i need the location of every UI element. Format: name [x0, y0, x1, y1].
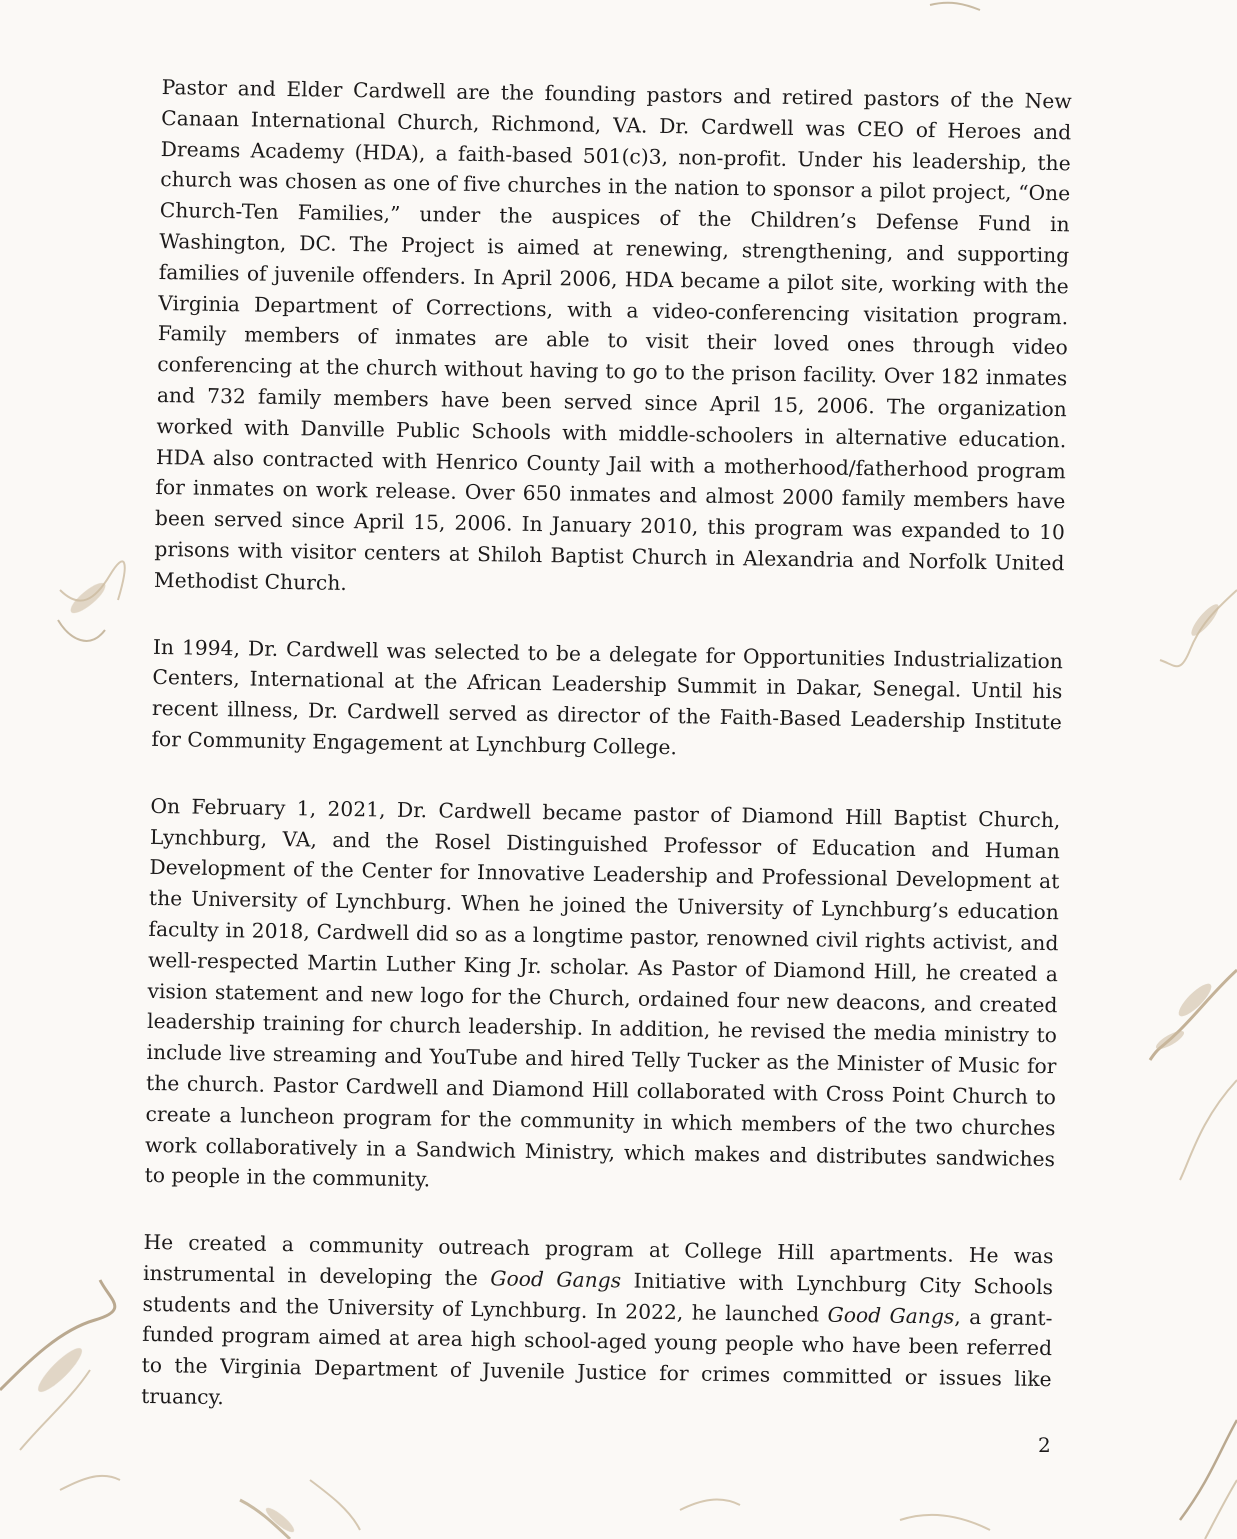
paragraph-text: In 1994, Dr. Cardwell was selected to be a delegate for Opportunities Industrialization Centers, International at the African Leadership Summit in Dakar, Senegal. Until his recent illness, Dr. Cardwell served as director of the Faith-Based Leadership Institute for Community Engagement at Lynchburg College. — [151, 634, 1064, 760]
paragraph-delegate-1994 — [151, 631, 1063, 768]
paragraph-text: On February 1, 2021, Dr. Cardwell became pastor of Diamond Hill Baptist Church, Lynchburg, VA, and the Rosel Distinguished Professor of Education and Human Development of the Center for Innovative Leadership and Professional Development at the University of Lynchburg. When he joined the University of Lynchburg’s education faculty in 2018, Cardwell did so as a longtime pastor, renowned civil rights activist, and well-respected Martin Luther King Jr. scholar. As Pastor of Diamond Hill, he created a vision statement and new logo for the Church, ordained four new deacons, and created leadership training for church leadership. In addition, he revised the media ministry to include live streaming and YouTube and hired Telly Tucker as the Minister of Music for the church. Pastor Cardwell and Diamond Hill collaborated with Cross Point Church to create a luncheon program for the community in which members of the two churches work collaboratively in a Sandwich Ministry, which makes and distributes sandwiches to people in the community. — [144, 793, 1061, 1192]
paragraph-good-gangs — [141, 1227, 1054, 1426]
paragraph-text: He created a community outreach program at College Hill apartments. He was instrumental in developing the — [142, 1229, 1054, 1291]
document-body — [140, 72, 1071, 1462]
paragraph-text: , a grant-funded program aimed at area high school-aged young people who have been referred to the Virginia Department of Juvenile Justice for crimes committed or issues like truancy. — [141, 1304, 1053, 1410]
paragraph-cardwell-history — [154, 72, 1072, 610]
paragraph-text: Pastor and Elder Cardwell are the founding pastors and retired pastors of the New Canaan International Church, Richmond, VA. Dr. Cardwell was CEO of Heroes and Dreams Academy (HDA), a faith-based 501(c)3, non-profit. Under his leadership, the church was chosen as one of five churches in the nation to sponsor a pilot project, “One Church-Ten Families,” under the auspices of the Children’s Defense Fund in Washington, DC. The Project is aimed at renewing, strengthening, and supporting families of juvenile offenders. In April 2006, HDA became a pilot site, working with the Virginia Department of Corrections, with a video-conferencing visitation program. Family members of inmates are able to visit their loved ones through video conferencing at the church without having to go to the prison facility. Over 182 inmates and 732 family members have been served since April 15, 2006. The organization worked with Danville Public Schools with middle-schoolers in alternative education. HDA also contracted with Henrico County Jail with a motherhood/fatherhood program for inmates on work release. Over 650 inmates and almost 2000 family members have been served since April 15, 2006. In January 2010, this program was expanded to 10 prisons with visitor centers at Shiloh Baptist Church in Alexandria and Norfolk United Methodist Church. — [153, 74, 1072, 595]
italic-program-name: Good Gangs — [827, 1302, 955, 1329]
page-number: 2 — [1038, 1433, 1051, 1457]
paragraph-text: Initiative with Lynchburg City Schools students and the University of Lynchburg. In 2022, he launched — [142, 1268, 1054, 1327]
italic-program-name: Good Gangs — [490, 1266, 622, 1293]
paragraph-diamond-hill — [144, 791, 1060, 1206]
